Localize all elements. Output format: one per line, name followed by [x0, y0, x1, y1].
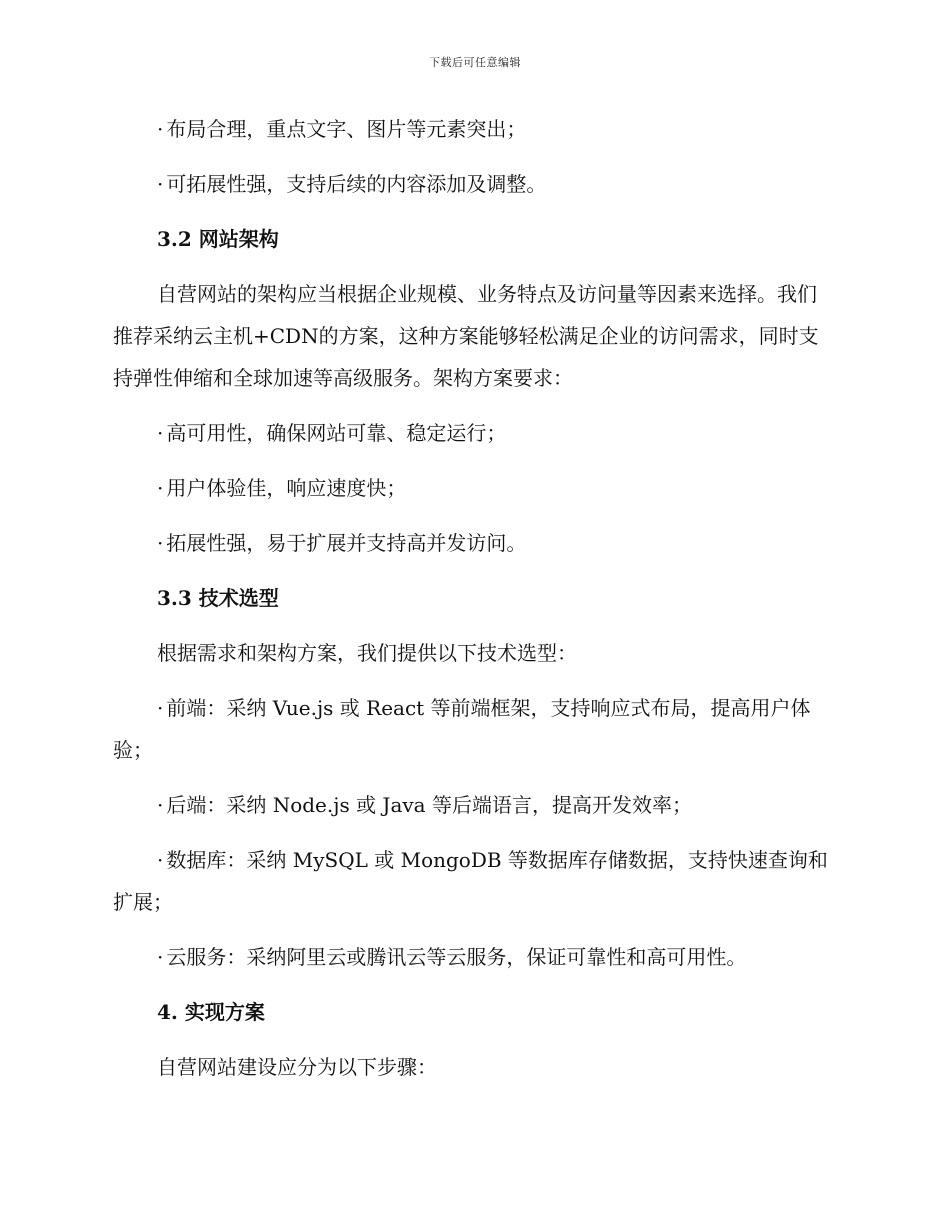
bullet-dot: · [157, 848, 164, 872]
bullet-dot: · [157, 421, 164, 445]
list-item-text: 布局合理，重点文字、图片等元素突出； [166, 117, 527, 141]
paragraph: 自营网站建设应分为以下步骤： [157, 1055, 437, 1079]
section-heading: 3.3 技术选型 [157, 586, 279, 610]
list-item [113, 784, 835, 826]
list-item-text: 可拓展性强，支持后续的内容添加及调整。 [166, 172, 547, 196]
list-item-text: 用户体验佳，响应速度快； [166, 476, 407, 500]
list-item-text: 后端：采纳 Node.js 或 Java 等后端语言，提高开发效率； [166, 793, 692, 817]
bullet-dot: · [157, 945, 164, 969]
list-item [113, 163, 835, 205]
list-item [113, 467, 835, 509]
page-header-note: 下载后可任意编辑 [429, 56, 521, 69]
bullet-dot: · [157, 531, 164, 555]
bullet-dot: · [157, 793, 164, 817]
list-item [113, 936, 835, 978]
list-item-text: 拓展性强，易于扩展并支持高并发访问。 [166, 531, 527, 555]
paragraph: 根据需求和架构方案，我们提供以下技术选型： [157, 641, 577, 665]
list-item-text: 云服务：采纳阿里云或腾讯云等云服务，保证可靠性和高可用性。 [166, 945, 747, 969]
list-item [113, 108, 835, 150]
list-item [113, 522, 835, 564]
bullet-dot: · [157, 476, 164, 500]
list-item [113, 412, 835, 454]
list-item-text: 前端：采纳 Vue.js 或 React 等前端框架，支持响应式布局，提高用户体验； [113, 696, 811, 762]
section-heading: 4. 实现方案 [157, 1000, 265, 1024]
list-item [113, 839, 835, 923]
section-heading: 3.2 网站架构 [157, 227, 279, 251]
list-item-text: 数据库：采纳 MySQL 或 MongoDB 等数据库存储数据，支持快速查询和扩展； [113, 848, 828, 914]
paragraph: 自营网站的架构应当根据企业规模、业务特点及访问量等因素来选择。我们推荐采纳云主机+CDN的方案，这种方案能够轻松满足企业的访问需求，同时支持弹性伸缩和全球加速等高级服务。架构方案要求： [113, 282, 819, 390]
bullet-dot: · [157, 117, 164, 141]
bullet-dot: · [157, 172, 164, 196]
bullet-dot: · [157, 696, 164, 720]
document-body [113, 108, 835, 1101]
list-item-text: 高可用性，确保网站可靠、稳定运行； [166, 421, 507, 445]
list-item [113, 687, 835, 771]
